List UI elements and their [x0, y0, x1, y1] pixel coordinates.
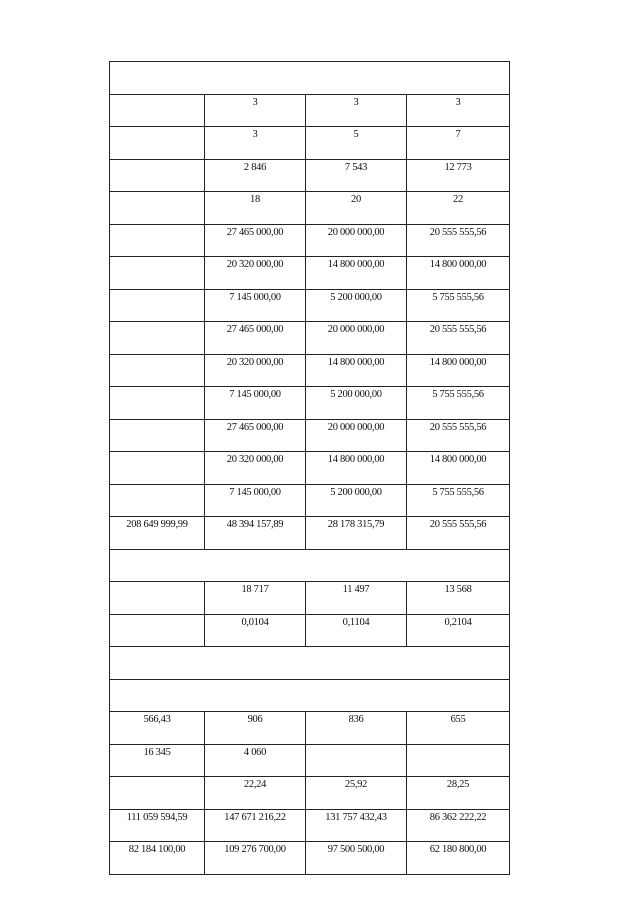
value-cell: 5 200 000,00 [306, 387, 407, 420]
value-cell: 131 757 432,43 [306, 809, 407, 842]
value-cell: 147 671 216,22 [205, 809, 306, 842]
value-cell: 20 [306, 192, 407, 225]
row-label-cell: 111 059 594,59 [110, 809, 205, 842]
value-cell: 22,24 [205, 777, 306, 810]
value-cell: 109 276 700,00 [205, 842, 306, 875]
value-cell: 20 320 000,00 [205, 452, 306, 485]
value-cell: 14 800 000,00 [407, 354, 510, 387]
value-cell: 22 [407, 192, 510, 225]
value-cell: 5 200 000,00 [306, 289, 407, 322]
table-row [110, 387, 510, 420]
value-cell: 7 145 000,00 [205, 484, 306, 517]
value-cell: 836 [306, 712, 407, 745]
value-cell: 48 394 157,89 [205, 517, 306, 550]
value-cell: 20 320 000,00 [205, 354, 306, 387]
value-cell: 7 145 000,00 [205, 289, 306, 322]
section-cell [110, 549, 510, 582]
value-cell: 7 543 [306, 159, 407, 192]
value-cell: 906 [205, 712, 306, 745]
value-cell: 14 800 000,00 [306, 354, 407, 387]
value-cell: 20 555 555,56 [407, 322, 510, 355]
section-row [110, 549, 510, 582]
value-cell: 20 320 000,00 [205, 257, 306, 290]
table-row [110, 777, 510, 810]
value-cell: 5 755 555,56 [407, 289, 510, 322]
table-row [110, 322, 510, 355]
value-cell: 20 555 555,56 [407, 419, 510, 452]
row-label-cell [110, 257, 205, 290]
table-row [110, 809, 510, 842]
value-cell: 97 500 500,00 [306, 842, 407, 875]
value-cell: 3 [306, 94, 407, 127]
row-label-cell [110, 452, 205, 485]
table-row [110, 159, 510, 192]
data-table [109, 61, 510, 875]
row-label-cell [110, 127, 205, 160]
row-label-cell [110, 159, 205, 192]
value-cell: 20 555 555,56 [407, 224, 510, 257]
value-cell: 27 465 000,00 [205, 322, 306, 355]
value-cell: 5 [306, 127, 407, 160]
row-label-cell: 208 649 999,99 [110, 517, 205, 550]
value-cell: 14 800 000,00 [407, 452, 510, 485]
table-row [110, 842, 510, 875]
value-cell: 27 465 000,00 [205, 224, 306, 257]
value-cell: 14 800 000,00 [306, 257, 407, 290]
value-cell: 13 568 [407, 582, 510, 615]
row-label-cell: 16 345 [110, 744, 205, 777]
value-cell: 3 [205, 127, 306, 160]
row-label-cell: 82 184 100,00 [110, 842, 205, 875]
value-cell: 20 555 555,56 [407, 517, 510, 550]
row-label-cell [110, 94, 205, 127]
value-cell: 0,2104 [407, 614, 510, 647]
value-cell: 11 497 [306, 582, 407, 615]
table-row [110, 289, 510, 322]
table-row [110, 614, 510, 647]
value-cell: 27 465 000,00 [205, 419, 306, 452]
value-cell: 14 800 000,00 [306, 452, 407, 485]
row-label-cell [110, 419, 205, 452]
value-cell: 0,1104 [306, 614, 407, 647]
section-row [110, 647, 510, 680]
value-cell: 0,0104 [205, 614, 306, 647]
section-row [110, 679, 510, 712]
value-cell: 18 717 [205, 582, 306, 615]
table-row [110, 484, 510, 517]
section-row [110, 62, 510, 95]
value-cell: 20 000 000,00 [306, 224, 407, 257]
value-cell: 28,25 [407, 777, 510, 810]
value-cell: 655 [407, 712, 510, 745]
table-row [110, 192, 510, 225]
section-cell [110, 647, 510, 680]
table-row [110, 354, 510, 387]
value-cell: 20 000 000,00 [306, 322, 407, 355]
value-cell: 20 000 000,00 [306, 419, 407, 452]
row-label-cell [110, 777, 205, 810]
value-cell: 18 [205, 192, 306, 225]
row-label-cell [110, 582, 205, 615]
row-label-cell [110, 387, 205, 420]
value-cell: 7 145 000,00 [205, 387, 306, 420]
row-label-cell [110, 192, 205, 225]
row-label-cell [110, 484, 205, 517]
table-row [110, 744, 510, 777]
section-cell [110, 679, 510, 712]
value-cell: 4 060 [205, 744, 306, 777]
value-cell [306, 744, 407, 777]
table-row [110, 94, 510, 127]
data-table-body [110, 62, 510, 875]
value-cell: 3 [205, 94, 306, 127]
table-row [110, 582, 510, 615]
table-row [110, 419, 510, 452]
value-cell: 86 362 222,22 [407, 809, 510, 842]
value-cell [407, 744, 510, 777]
row-label-cell [110, 614, 205, 647]
value-cell: 3 [407, 94, 510, 127]
value-cell: 25,92 [306, 777, 407, 810]
value-cell: 5 755 555,56 [407, 484, 510, 517]
value-cell: 14 800 000,00 [407, 257, 510, 290]
row-label-cell [110, 289, 205, 322]
section-cell [110, 62, 510, 95]
value-cell: 2 846 [205, 159, 306, 192]
table-row [110, 257, 510, 290]
table-row [110, 224, 510, 257]
table-row [110, 712, 510, 745]
value-cell: 62 180 800,00 [407, 842, 510, 875]
row-label-cell [110, 354, 205, 387]
value-cell: 28 178 315,79 [306, 517, 407, 550]
row-label-cell [110, 224, 205, 257]
value-cell: 7 [407, 127, 510, 160]
value-cell: 5 755 555,56 [407, 387, 510, 420]
row-label-cell: 566,43 [110, 712, 205, 745]
table-row [110, 452, 510, 485]
table-row [110, 127, 510, 160]
table-row [110, 517, 510, 550]
row-label-cell [110, 322, 205, 355]
value-cell: 5 200 000,00 [306, 484, 407, 517]
value-cell: 12 773 [407, 159, 510, 192]
